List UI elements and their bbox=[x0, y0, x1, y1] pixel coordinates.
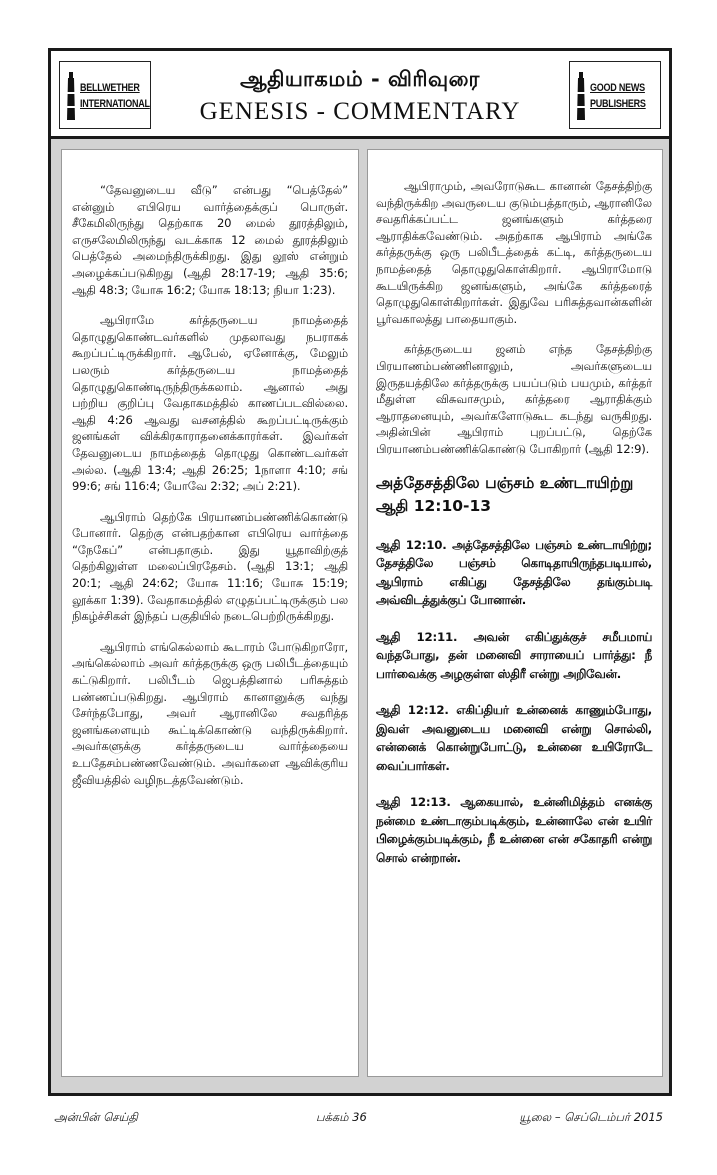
tower-icon bbox=[66, 72, 76, 120]
scripture-verse: ஆதி 12:13. ஆகையால், உன்னிமித்தம் எனக்கு நன்மை உண்டாகும்படிக்கும், உன்னாலே என் உயிர் பிழைக்கும்படிக்கும், நீ உன்னை என் சகோதரி என்று சொல் என்றான். bbox=[376, 795, 652, 865]
page-title-english: GENESIS - COMMENTARY bbox=[199, 98, 521, 125]
section-heading bbox=[376, 472, 652, 518]
magazine-name: அன்பின் செய்தி bbox=[54, 1110, 138, 1124]
issue-date: யூலை – செப்டெம்பர் 2015 bbox=[519, 1110, 663, 1124]
commentary-paragraph: “தேவனுடைய வீடு” என்பது “பெத்தேல்” என்னும் எபிரெய வார்த்தைக்குப் பொருள். சீகேமிலிருந்து தெற்காக 20 மைல் தூரத்திலும், எருசலேமிலிருந்து வடக்காக 12 மைல் தூரத்திலும் பெத்தேல் அமைந்திருக்கிறது. இது லூஸ் என்றும் அழைக்கப்படுகிறது (ஆதி 28:17-19; ஆதி 35:6; ஆதி 48:3; யோசு 16:2; யோசு 18:13; நியா 1:23). bbox=[72, 183, 348, 297]
section-heading-title: அத்தேசத்திலே பஞ்சம் உண்டாயிற்று bbox=[376, 473, 634, 492]
commentary-paragraph: ஆபிராமே கர்த்தருடைய நாமத்தைத் தொழுதுகொண்டவர்களில் முதலாவது நபராகக் கூறப்பட்டிருக்கிறார். ஆபேல், ஏனோக்கு, மேலும் பலரும் கர்த்தருடைய நாமத்தைத் தொழுதுகொண்டிருந்திருக்கலாம். ஆனால் அது பற்றிய குறிப்பு வேதாகமத்தில் காணப்படவில்லை. ஆதி 4:26 ஆவது வசனத்தில் கூறப்பட்டிருக்கும் ஜனங்கள் விக்கிரகாராதனைக்காரர்கள். இவர்கள் தேவனுடைய நாமத்தைத் தொழுது கொண்டவர்கள் அல்ல. (ஆதி 13:4; ஆதி 26:25; 1நாளா 4:10; சங் 99:6; சங் 116:4; யோவே 2:32; அப் 2:21). bbox=[72, 313, 348, 494]
scripture-verse: ஆதி 12:11. அவன் எகிப்துக்குச் சமீபமாய் வந்தபோது, தன் மனைவி சாராயைப் பார்த்து: நீ பார்வைக்கு அழகுள்ள ஸ்திரீ என்று அறிவேன். bbox=[376, 629, 652, 681]
commentary-paragraph: ஆபிராம் தெற்கே பிரயாணம்பண்ணிக்கொண்டு போனார். தெற்கு என்பதற்கான எபிரெய வார்த்தை “நேகேப்” என்பதாகும். இது யூதாவிற்குத் தெற்கிலுள்ள மலைப்பிரதேசம். (ஆதி 13:1; ஆதி 20:1; ஆதி 24:62; யோசு 11:16; யோசு 15:19; லூக்கா 1:39). வேதாகமத்தில் எழுதப்பட்டிருக்கும் பல நிகழ்ச்சிகள் இந்தப் பகுதியில் நடைபெற்றிருக்கிறது. bbox=[72, 509, 348, 624]
commentary-paragraph: கர்த்தருடைய ஜனம் எந்த தேசத்திற்கு பிரயாணம்பண்ணினாலும், அவர்களுடைய இருதயத்திலே கர்த்தருக்கு பயப்படும் பயமும், கர்த்தர் மீதுள்ள விசுவாசமும், கர்த்தரை ஆராதிக்கும் ஆராதனையும், அவர்களோடுகூட கடந்து வருகிறது. அதின்பின் ஆபிராம் புறப்பட்டு, தெற்கே பிரயாணம்பண்ணிக்கொண்டு போகிறார் (ஆதி 12:9). bbox=[376, 342, 652, 456]
good-news-logo bbox=[569, 61, 661, 129]
page-frame bbox=[48, 48, 672, 1096]
tower-icon bbox=[576, 72, 586, 120]
page-title-tamil: ஆதியாகமம் - விரிவுரை bbox=[240, 67, 480, 91]
right-column bbox=[367, 149, 663, 1077]
page-footer bbox=[54, 1110, 663, 1130]
good-news-logo-text: GOOD NEWS PUBLISHERS bbox=[590, 82, 646, 110]
bellwether-logo-text: BELLWETHER INTERNATIONAL bbox=[80, 82, 150, 110]
scripture-verse: ஆதி 12:10. அத்தேசத்திலே பஞ்சம் உண்டாயிற்று; தேசத்திலே பஞ்சம் கொடிதாயிருந்தபடியால், ஆபிராம் எகிப்து தேசத்திலே தங்கும்படி அவ்விடத்துக்குப் போனான். bbox=[376, 537, 652, 607]
page-number: பக்கம் 36 bbox=[316, 1110, 367, 1124]
commentary-paragraph: ஆபிராமும், அவரோடுகூட கானான் தேசத்திற்கு வந்திருக்கிற அவருடைய குடும்பத்தாரும், ஆரானிலே சவதரிக்கப்பட்ட ஜனங்களும் கர்த்தரை ஆராதிக்கவேண்டும். அதற்காக ஆபிராம் அங்கே கர்த்தருக்கு ஒரு பலிபீடத்தைக் கட்டி, கர்த்தருடைய நாமத்தைத் தொழுதுகொள்கிறார். ஆபிராமோடு கூடயிருக்கிற ஜனங்களும், அங்கே கர்த்தரைத் தொழுதுகொள்கிறார்கள். இதுவே பரிசுத்தவான்களின் பூர்வகாலத்து பாதையாகும். bbox=[376, 179, 652, 326]
scripture-verse: ஆதி 12:12. எகிப்தியர் உன்னைக் காணும்போது, இவள் அவனுடைய மனைவி என்று சொல்லி, என்னைக் கொன்றுபோட்டு, உன்னை உயிரோடே வைப்பார்கள். bbox=[376, 703, 652, 773]
bellwether-logo bbox=[59, 61, 151, 129]
page-header bbox=[51, 51, 669, 139]
commentary-paragraph: ஆபிராம் எங்கெல்லாம் கூடாரம் போடுகிறாரோ, அங்கெல்லாம் அவர் கர்த்தருக்கு ஒரு பலிபீடத்தையும் கட்டுகிறார். பலிபீடம் ஜெபத்தினால் பரிசுத்தம் பண்ணப்படுகிறது. ஆபிராம் கானானுக்கு வந்து சேர்ந்தபோது, அவர் ஆரானிலே சவதரித்த ஜனங்களையும் கூட்டிக்கொண்டு வந்திருக்கிறார். அவர்களுக்கு கர்த்தருடைய வார்த்தையை உபதேசம்பண்ணவேண்டும். அவர்களை ஆவிக்குரிய ஜீவியத்தில் வழிநடத்தவேண்டும். bbox=[72, 639, 348, 787]
left-column bbox=[61, 149, 359, 1077]
section-heading-reference: ஆதி 12:10-13 bbox=[376, 496, 492, 515]
